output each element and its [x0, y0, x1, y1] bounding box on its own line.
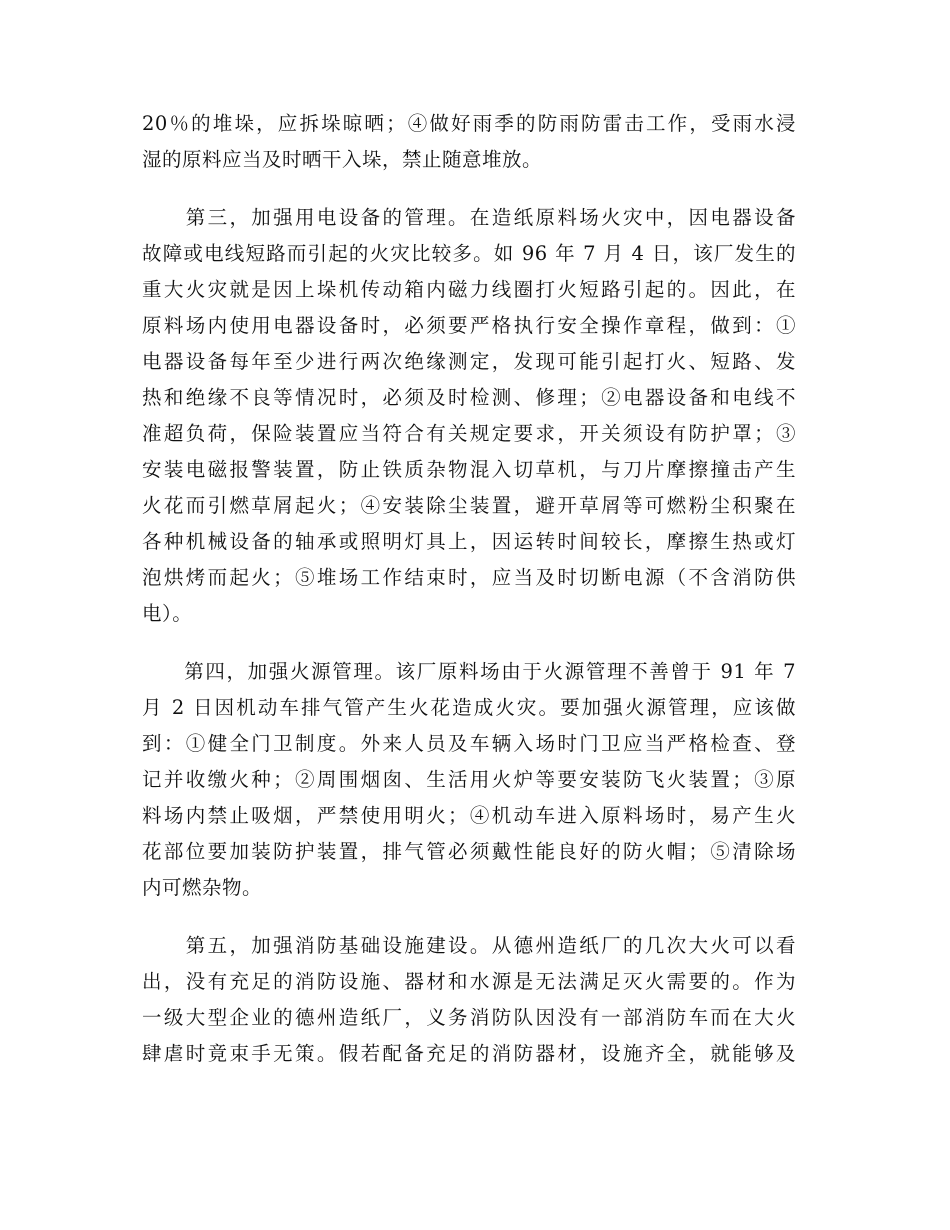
text-line: 第三，加强用电设备的管理。在造纸原料场火灾中，因电器设备 — [142, 206, 796, 229]
paragraph-spacer — [142, 178, 796, 200]
text-line: 故障或电线短路而引起的火灾比较多。如 96 年 7 月 4 日，该厂发生的 — [142, 242, 796, 265]
text-line: 花部位要加装防护装置，排气管必须戴性能良好的防火帽；⑤清除场 — [142, 840, 796, 863]
text-line: 料场内禁止吸烟，严禁使用明火；④机动车进入原料场时，易产生火 — [142, 804, 796, 827]
document-page — [142, 106, 796, 1072]
text-line: 热和绝缘不良等情况时，必须及时检测、修理；②电器设备和电线不 — [142, 386, 796, 409]
text-line: 各种机械设备的轴承或照明灯具上，因运转时间较长，摩擦生热或灯 — [142, 530, 796, 553]
paragraph-spacer — [142, 632, 796, 654]
text-line: 肆虐时竟束手无策。假若配备充足的消防器材，设施齐全，就能够及 — [142, 1042, 796, 1065]
paragraph-fire-infrastructure — [142, 928, 796, 1072]
paragraph-electrical-equipment — [142, 200, 796, 632]
text-line: 内可燃杂物。 — [142, 876, 263, 899]
paragraph-stacking-continued — [142, 106, 796, 178]
text-line: 出，没有充足的消防设施、器材和水源是无法满足灭火需要的。作为 — [142, 970, 796, 993]
text-line: 重大火灾就是因上垛机传动箱内磁力线圈打火短路引起的。因此，在 — [142, 278, 796, 301]
text-line: 到：①健全门卫制度。外来人员及车辆入场时门卫应当严格检查、登 — [142, 732, 796, 755]
text-line: 电）。 — [142, 602, 193, 625]
text-line: 月 2 日因机动车排气管产生火花造成火灾。要加强火源管理，应该做 — [142, 696, 796, 719]
text-line: 原料场内使用电器设备时，必须要严格执行安全操作章程，做到：① — [142, 314, 796, 337]
text-line: 泡烘烤而起火；⑤堆场工作结束时，应当及时切断电源（不含消防供 — [142, 566, 796, 589]
text-line: 第四，加强火源管理。该厂原料场由于火源管理不善曾于 91 年 7 — [142, 660, 796, 683]
text-line: 电器设备每年至少进行两次绝缘测定，发现可能引起打火、短路、发 — [142, 350, 796, 373]
text-line: 记并收缴火种；②周围烟囱、生活用火炉等要安装防飞火装置；③原 — [142, 768, 796, 791]
paragraph-fire-source-management — [142, 654, 796, 906]
text-line: 准超负荷，保险装置应当符合有关规定要求，开关须设有防护罩；③ — [142, 422, 796, 445]
text-line: 湿的原料应当及时晒干入垛，禁止随意堆放。 — [142, 148, 543, 171]
text-line: 第五，加强消防基础设施建设。从德州造纸厂的几次大火可以看 — [142, 934, 796, 957]
text-line: 一级大型企业的德州造纸厂，义务消防队因没有一部消防车而在大火 — [142, 1006, 796, 1029]
text-line: 20％的堆垛，应拆垛晾晒；④做好雨季的防雨防雷击工作，受雨水浸 — [142, 112, 796, 135]
text-line: 安装电磁报警装置，防止铁质杂物混入切草机，与刀片摩擦撞击产生 — [142, 458, 796, 481]
paragraph-spacer — [142, 906, 796, 928]
text-line: 火花而引燃草屑起火；④安装除尘装置，避开草屑等可燃粉尘积聚在 — [142, 494, 796, 517]
